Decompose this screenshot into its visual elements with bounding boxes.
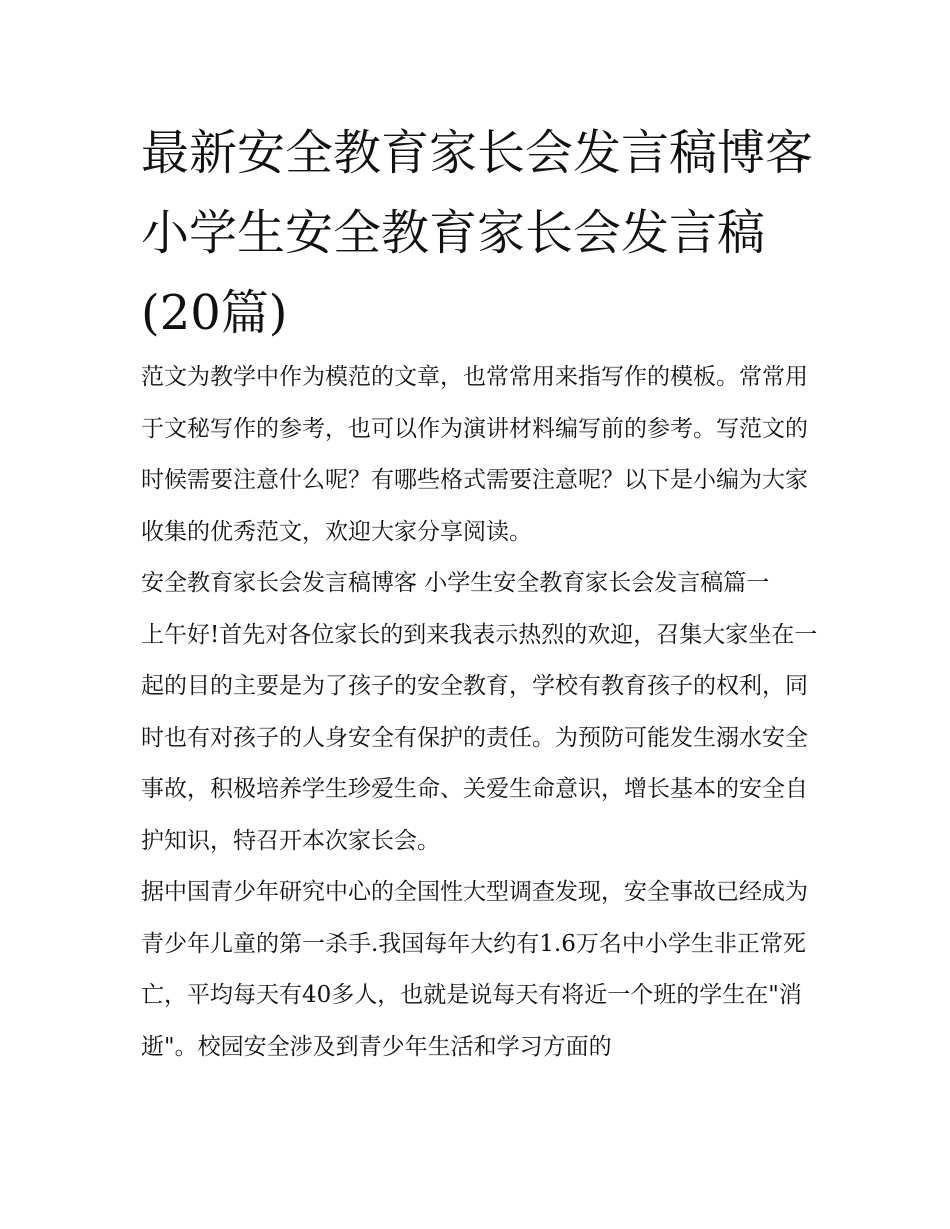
section-heading: 安全教育家长会发言稿博客 小学生安全教育家长会发言稿篇一	[141, 570, 770, 596]
document-body	[141, 352, 821, 1073]
body-paragraph: 上午好!首先对各位家长的到来我表示热烈的欢迎，召集大家坐在一起的目的主要是为了孩子的安全教育，学校有教育孩子的权利，同时也有对孩子的人身安全有保护的责任。为预防可能发生溺水安全事故，积极培养学生珍爱生命、关爱生命意识，增长基本的安全自护知识，特召开本次家长会。	[141, 621, 818, 854]
body-paragraph: 据中国青少年研究中心的全国性大型调查发现，安全事故已经成为青少年儿童的第一杀手.我国每年大约有1.6万名中小学生非正常死亡，平均每天有40多人，也就是说每天有将近一个班的学生在"消逝"。校园安全涉及到青少年生活和学习方面的	[141, 879, 808, 1060]
document-title: 最新安全教育家长会发言稿博客 小学生安全教育家长会发言稿(20篇)	[141, 125, 814, 341]
intro-paragraph: 范文为教学中作为模范的文章，也常常用来指写作的模板。常常用于文秘写作的参考，也可以作为演讲材料编写前的参考。写范文的时候需要注意什么呢？有哪些格式需要注意呢？以下是小编为大家收集的优秀范文，欢迎大家分享阅读。	[141, 364, 808, 545]
